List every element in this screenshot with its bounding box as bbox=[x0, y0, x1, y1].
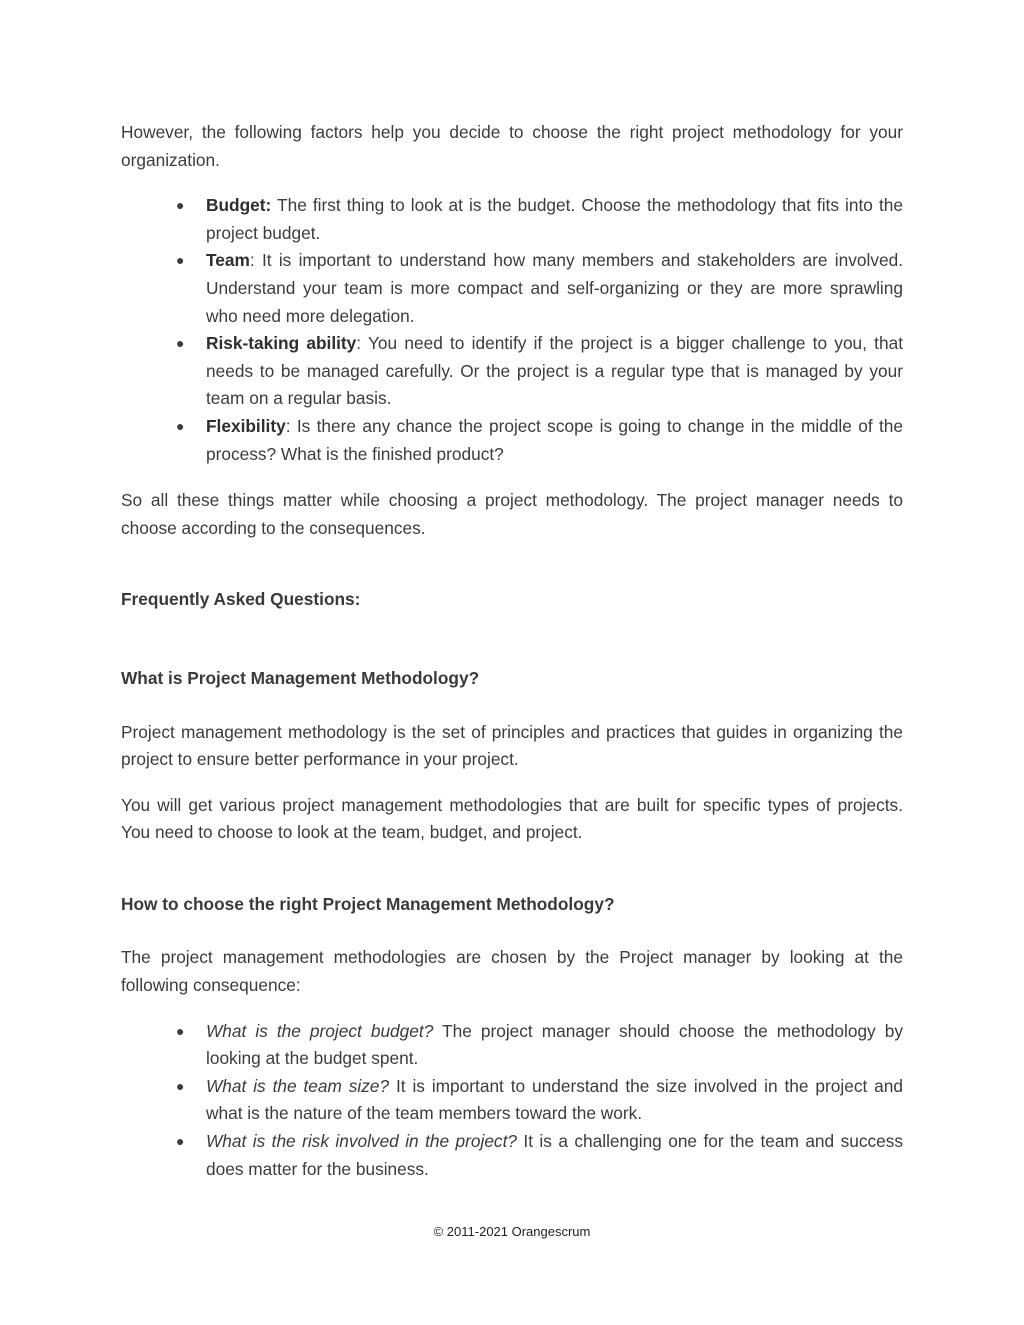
bullet-icon: ● bbox=[176, 252, 185, 269]
faq-heading: Frequently Asked Questions: bbox=[121, 589, 361, 610]
factors-list bbox=[121, 192, 903, 468]
question-heading: How to choose the right Project Management Methodology? bbox=[121, 893, 615, 914]
factor-text: The first thing to look at is the budget. Choose the methodology that fits into the project budget. bbox=[206, 195, 903, 243]
list-item bbox=[121, 1073, 903, 1128]
answer-text: It is important to understand the size involved in the project and what is the nature of the team members toward the work. bbox=[206, 1075, 903, 1124]
factor-term: Team bbox=[206, 250, 250, 271]
list-item bbox=[121, 413, 903, 468]
page-content bbox=[121, 119, 903, 1202]
question-heading: What is Project Management Methodology? bbox=[121, 667, 480, 688]
bullet-icon: ● bbox=[176, 1022, 185, 1039]
bullet-icon: ● bbox=[176, 1133, 185, 1150]
answer-text: The project manager should choose the methodology by looking at the budget spent. bbox=[206, 1020, 903, 1069]
question-text: What is the risk involved in the project? bbox=[206, 1131, 517, 1152]
factor-term: Risk-taking ability bbox=[206, 333, 357, 354]
factor-text: : You need to identify if the project is a bigger challenge to you, that needs to be managed carefully. Or the project is a regular type that is managed by your team on a regular basis. bbox=[206, 333, 903, 409]
factor-term: Budget: bbox=[206, 195, 272, 216]
bullet-icon: ● bbox=[176, 1077, 185, 1094]
bullet-icon: ● bbox=[176, 197, 185, 214]
answer-paragraph: You will get various project management methodologies that are built for specific types of projects. You need to choose to look at the team, budget, and project. bbox=[121, 794, 903, 843]
summary-paragraph: So all these things matter while choosing a project methodology. The project manager needs to choose according to the consequences. bbox=[121, 490, 903, 538]
answer-paragraph: Project management methodology is the set of principles and practices that guides in organizing the project to ensure better performance in your project. bbox=[121, 721, 903, 770]
answer-text: It is a challenging one for the team and success does matter for the business. bbox=[206, 1131, 904, 1179]
intro-paragraph: However, the following factors help you decide to choose the right project methodology for your organization. bbox=[121, 122, 903, 170]
questions-list bbox=[121, 1018, 903, 1184]
list-item bbox=[121, 330, 903, 413]
list-item bbox=[121, 247, 903, 330]
question-text: What is the project budget? bbox=[206, 1020, 434, 1041]
question-text: What is the team size? bbox=[206, 1075, 390, 1096]
copyright-footer: © 2011-2021 Orangescrum bbox=[433, 1224, 591, 1239]
answer-paragraph: The project management methodologies are chosen by the Project manager by looking at the following consequence: bbox=[121, 947, 903, 996]
list-item bbox=[121, 192, 903, 247]
bullet-icon: ● bbox=[176, 335, 185, 352]
factor-term: Flexibility bbox=[206, 415, 286, 436]
list-item bbox=[121, 1018, 903, 1073]
list-item bbox=[121, 1128, 903, 1183]
bullet-icon: ● bbox=[176, 417, 185, 434]
factor-text: : It is important to understand how many members and stakeholders are involved. Understand your team is more compact and self-organizing or they are more sprawling who need more delegation. bbox=[206, 250, 903, 326]
factor-text: : Is there any chance the project scope is going to change in the middle of the process? What is the finished product? bbox=[206, 415, 903, 464]
